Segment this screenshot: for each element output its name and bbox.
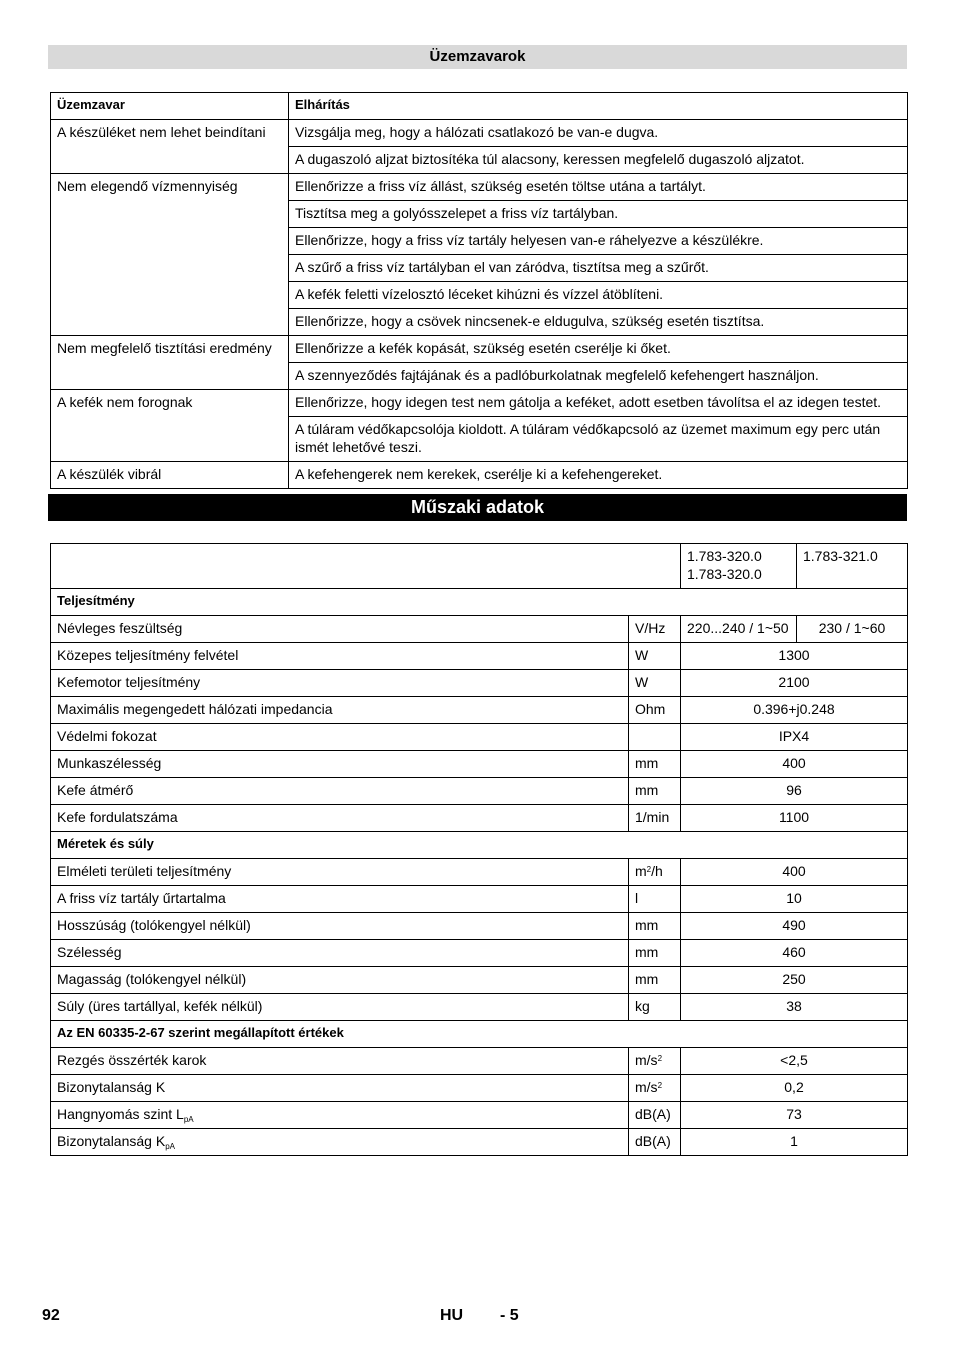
- label-subscript: pA: [165, 1142, 175, 1151]
- fault-column-header: Üzemzavar: [51, 93, 289, 120]
- table-row: [51, 390, 908, 417]
- label-subscript: pA: [183, 1115, 194, 1124]
- unit-superscript: 2: [657, 1081, 663, 1090]
- spec-row: [51, 940, 908, 967]
- spec-unit: [629, 1075, 681, 1102]
- fault-cell: Nem elegendő vízmennyiség: [51, 174, 289, 336]
- spec-unit: dB(A): [629, 1102, 681, 1129]
- model-a-line1: 1.783-320.0: [687, 548, 762, 564]
- spec-value-model-b: 230 / 1~60: [797, 616, 908, 643]
- spec-unit: [629, 1048, 681, 1075]
- fault-cell: Nem megfelelő tisztítási eredmény: [51, 336, 289, 390]
- remedy-cell: A szennyeződés fajtájának és a padlóburkolatnak megfelelő kefehengert használjon.: [289, 363, 908, 390]
- fault-cell: A kefék nem forognak: [51, 390, 289, 462]
- fault-cell: A készüléket nem lehet beindítani: [51, 120, 289, 174]
- unit-superscript: 2: [646, 865, 652, 874]
- spec-label: Szélesség: [51, 940, 629, 967]
- spec-label: Munkaszélesség: [51, 751, 629, 778]
- remedy-cell: A kefék feletti vízelosztó léceket kihúzni és vízzel átöblíteni.: [289, 282, 908, 309]
- group-row: [51, 1021, 908, 1048]
- remedy-cell: Ellenőrizze, hogy a csövek nincsenek-e eldugulva, szükség esetén tisztítsa.: [289, 309, 908, 336]
- spec-value: IPX4: [681, 724, 908, 751]
- spec-unit: mm: [629, 751, 681, 778]
- spec-row: [51, 1102, 908, 1129]
- spec-label: [51, 1129, 629, 1156]
- spec-unit: mm: [629, 913, 681, 940]
- spec-unit: [629, 859, 681, 886]
- spec-label: Hosszúság (tolókengyel nélkül): [51, 913, 629, 940]
- remedy-cell: A kefehengerek nem kerekek, cserélje ki a kefehengereket.: [289, 462, 908, 489]
- table-row: [51, 174, 908, 201]
- table-row: [51, 120, 908, 147]
- spec-value: 1300: [681, 643, 908, 670]
- spec-row: [51, 643, 908, 670]
- group-row: [51, 589, 908, 616]
- spec-unit: V/Hz: [629, 616, 681, 643]
- spec-unit: 1/min: [629, 805, 681, 832]
- table-row: [51, 462, 908, 489]
- model-a-cell: [681, 544, 797, 589]
- spec-row: [51, 751, 908, 778]
- remedy-column-header: Elhárítás: [289, 93, 908, 120]
- troubleshooting-table: [50, 92, 908, 489]
- sub-page-number: - 5: [500, 1307, 519, 1324]
- remedy-cell: Ellenőrizze a friss víz állást, szükség esetén töltse utána a tartályt.: [289, 174, 908, 201]
- spec-value: 250: [681, 967, 908, 994]
- spec-row: [51, 1048, 908, 1075]
- spec-value: 10: [681, 886, 908, 913]
- unit-superscript: 2: [657, 1054, 663, 1063]
- spec-label: Kefe átmérő: [51, 778, 629, 805]
- spec-unit: Ohm: [629, 697, 681, 724]
- spec-unit: kg: [629, 994, 681, 1021]
- spec-label: A friss víz tartály űrtartalma: [51, 886, 629, 913]
- spec-row: [51, 886, 908, 913]
- spec-row: [51, 670, 908, 697]
- spec-label: [51, 1102, 629, 1129]
- spec-row: [51, 1075, 908, 1102]
- spec-row: [51, 967, 908, 994]
- spec-label: Kefe fordulatszáma: [51, 805, 629, 832]
- unit-rest: /h: [651, 863, 663, 879]
- spec-value: 0.396+j0.248: [681, 697, 908, 724]
- spec-label: Rezgés összérték karok: [51, 1048, 629, 1075]
- unit-base: m: [635, 863, 647, 879]
- spec-value: 73: [681, 1102, 908, 1129]
- spec-unit: W: [629, 670, 681, 697]
- label-base: Hangnyomás szint L: [57, 1106, 184, 1122]
- group-performance-label: Teljesítmény: [51, 589, 908, 616]
- table-row: [51, 336, 908, 363]
- remedy-cell: A túláram védőkapcsolója kioldott. A túláram védőkapcsoló az üzemet maximum egy perc után ismét lehetővé teszi.: [289, 417, 908, 462]
- spec-value: 1100: [681, 805, 908, 832]
- table-header-row: [51, 93, 908, 120]
- group-dimensions-label: Méretek és súly: [51, 832, 908, 859]
- language-code: HU: [440, 1307, 464, 1324]
- spec-unit: mm: [629, 967, 681, 994]
- spec-row: [51, 778, 908, 805]
- spec-row: [51, 859, 908, 886]
- label-base: Bizonytalanság K: [57, 1133, 166, 1149]
- spec-value: 0,2: [681, 1075, 908, 1102]
- technical-data-table: [50, 543, 908, 1156]
- spec-value: 1: [681, 1129, 908, 1156]
- spec-label: Elméleti területi teljesítmény: [51, 859, 629, 886]
- spec-value: 490: [681, 913, 908, 940]
- remedy-cell: Vizsgálja meg, hogy a hálózati csatlakozó be van-e dugva.: [289, 120, 908, 147]
- troubleshooting-section-title: Üzemzavarok: [48, 45, 907, 69]
- spec-value: 400: [681, 751, 908, 778]
- spec-unit: dB(A): [629, 1129, 681, 1156]
- spec-row: [51, 913, 908, 940]
- spec-value: 460: [681, 940, 908, 967]
- spec-label: Névleges feszültség: [51, 616, 629, 643]
- spec-label: Közepes teljesítmény felvétel: [51, 643, 629, 670]
- model-a-line2: 1.783-320.0: [687, 566, 762, 582]
- spec-value: <2,5: [681, 1048, 908, 1075]
- unit-base: m/s: [635, 1052, 658, 1068]
- spec-value: 96: [681, 778, 908, 805]
- spec-row: [51, 697, 908, 724]
- remedy-cell: Ellenőrizze, hogy a friss víz tartály helyesen van-e ráhelyezve a készülékre.: [289, 228, 908, 255]
- spec-row: [51, 724, 908, 751]
- spec-label: Kefemotor teljesítmény: [51, 670, 629, 697]
- spec-value: 400: [681, 859, 908, 886]
- spec-label: Bizonytalanság K: [51, 1075, 629, 1102]
- remedy-cell: Tisztítsa meg a golyósszelepet a friss víz tartályban.: [289, 201, 908, 228]
- remedy-cell: A szűrő a friss víz tartályban el van záródva, tisztítsa meg a szűrőt.: [289, 255, 908, 282]
- remedy-cell: Ellenőrizze, hogy idegen test nem gátolja a keféket, adott esetben távolítsa el az idegen testet.: [289, 390, 908, 417]
- spec-unit: mm: [629, 940, 681, 967]
- spec-label: Magasság (tolókengyel nélkül): [51, 967, 629, 994]
- spec-row: [51, 805, 908, 832]
- remedy-cell: A dugaszoló aljzat biztosítéka túl alacsony, keressen megfelelő dugaszoló aljzatot.: [289, 147, 908, 174]
- spec-unit: mm: [629, 778, 681, 805]
- fault-cell: A készülék vibrál: [51, 462, 289, 489]
- spec-value: 2100: [681, 670, 908, 697]
- remedy-cell: Ellenőrizze a kefék kopását, szükség esetén cserélje ki őket.: [289, 336, 908, 363]
- empty-header-cell: [51, 544, 681, 589]
- specs-section-title: Műszaki adatok: [48, 494, 907, 521]
- model-header-row: [51, 544, 908, 589]
- spec-row: [51, 994, 908, 1021]
- spec-value: 38: [681, 994, 908, 1021]
- spec-unit: W: [629, 643, 681, 670]
- spec-row: [51, 616, 908, 643]
- model-b-cell: 1.783-321.0: [797, 544, 908, 589]
- spec-unit: [629, 724, 681, 751]
- spec-unit: l: [629, 886, 681, 913]
- spec-row: [51, 1129, 908, 1156]
- group-en-label: Az EN 60335-2-67 szerint megállapított értékek: [51, 1021, 908, 1048]
- spec-label: Súly (üres tartállyal, kefék nélkül): [51, 994, 629, 1021]
- group-row: [51, 832, 908, 859]
- unit-base: m/s: [635, 1079, 658, 1095]
- spec-value-model-a: 220...240 / 1~50: [681, 616, 797, 643]
- spec-label: Maximális megengedett hálózati impedancia: [51, 697, 629, 724]
- page-number: 92: [42, 1307, 60, 1324]
- spec-label: Védelmi fokozat: [51, 724, 629, 751]
